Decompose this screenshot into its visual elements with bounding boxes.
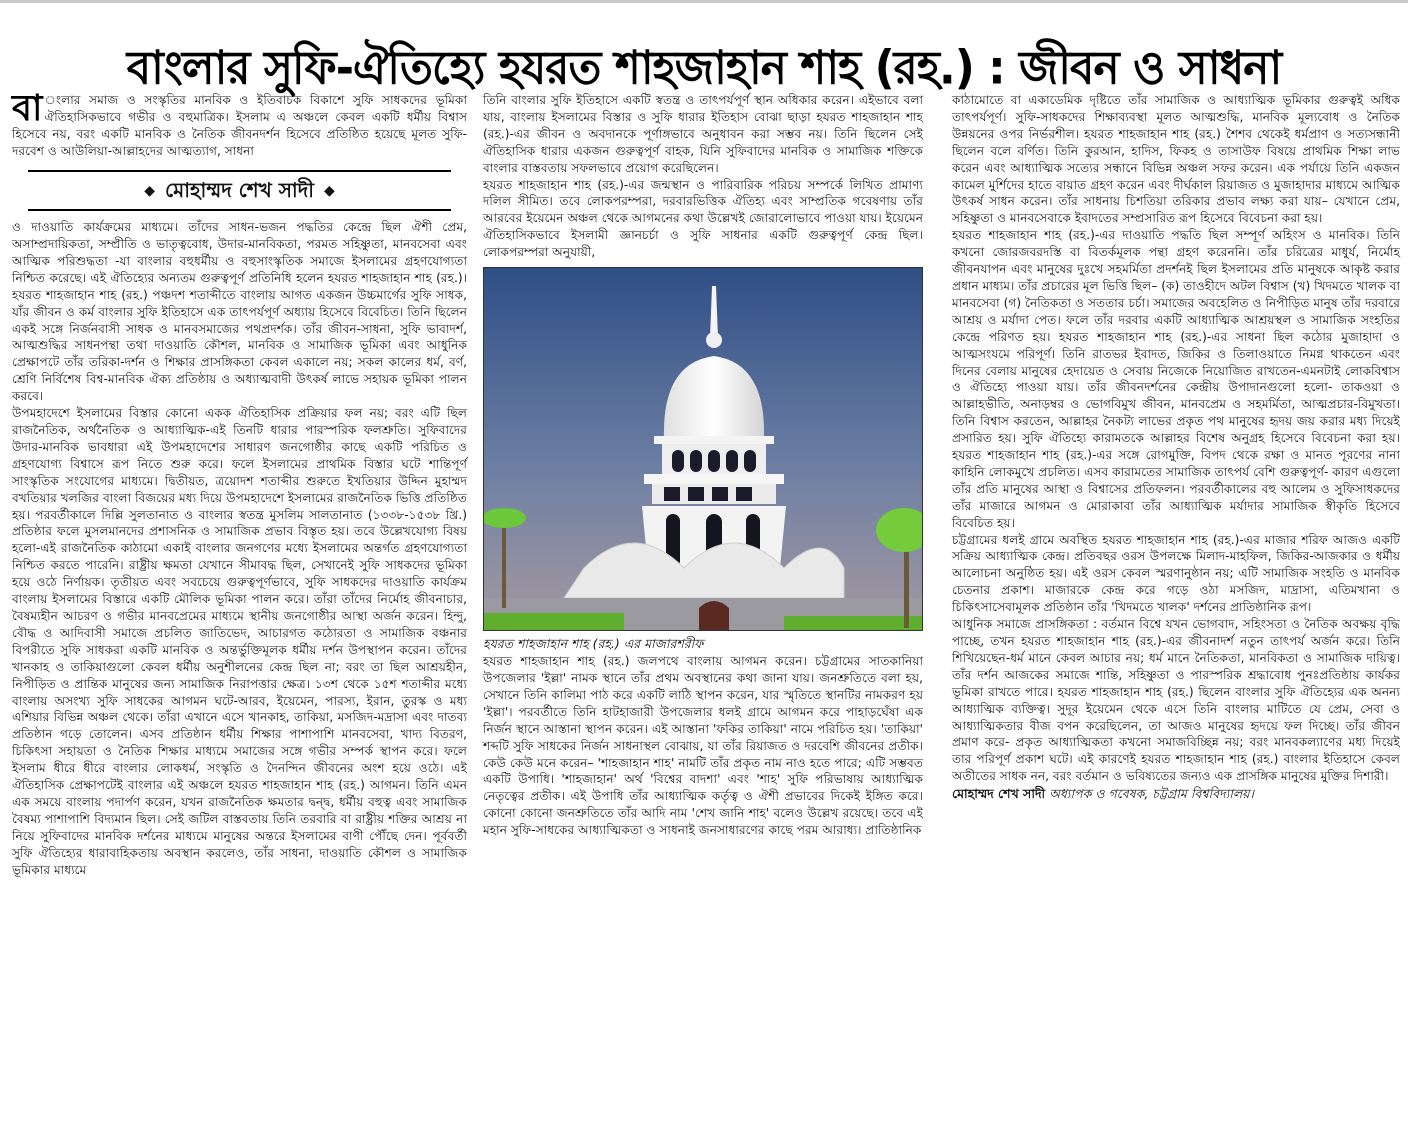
photo-caption: হযরত শাহজাহান শাহ (রহ.) এর মাজারশরীফ: [483, 636, 704, 652]
author-signature: [952, 785, 1400, 803]
body-paragraph: চট্টগ্রামের ধলই গ্রামে অবস্থিত হযরত শাহজাহান শাহ (রহ.)-এর মাজার শরিফ আজও একটি সক্রিয় আধ্যাত্মিক কেন্দ্র। প্রতিবছর ওরস উপলক্ষে মিলাদ-মাহফিল, জিকির-আজকার ও ধর্মীয় আলোচনা অনুষ্ঠিত হয়। এই ওরস কেবল স্মরণানুষ্ঠান নয়; এটি সামাজিক সংহতি ও মানবিক চেতনার প্রকাশ। মাজারকে কেন্দ্র করে গড়ে ওঠা মসজিদ, মাদ্রাসা, এতিমখানা ও চিকিৎসাসেবামূলক প্রতিষ্ঠান তাঁর 'খিদমতে খালক' দর্শনের প্রাতিষ্ঠানিক রূপ।: [952, 532, 1400, 615]
body-paragraph: আধুনিক সমাজে প্রাসঙ্গিকতা : বর্তমান বিশ্বে যখন ভোগবাদ, সহিংসতা ও নৈতিক অবক্ষয় বৃদ্ধি পাচ্ছে, তখন হযরত শাহজাহান শাহ (রহ.)-এর জীবনাদর্শ নতুন তাৎপর্য অর্জন করে। তিনি শিখিয়েছেন-ধর্ম মানে কেবল আচার নয়; ধর্ম মানে নৈতিকতা, মানবিকতা ও সামাজিক দায়িত্ব। তাঁর দর্শন আজকের সমাজে শান্তি, সহিষ্ণুতা ও পারস্পরিক শ্রদ্ধাবোধ পুনঃপ্রতিষ্ঠায় কার্যকর ভূমিকা রাখতে পারে। হযরত শাহজাহান শাহ (রহ.) ছিলেন বাংলার সুফি ঐতিহ্যের এক অনন্য আধ্যাত্মিক ব্যক্তিত্ব। সুদূর ইয়েমেন থেকে এসে তিনি বাংলার মাটিতে যে প্রেম, সেবা ও আধ্যাত্মিকতার বীজ বপন করেছিলেন, তা আজও মানুষের হৃদয়ে ফল দিচ্ছে। তাঁর জীবন প্রমাণ করে- প্রকৃত আধ্যাত্মিকতা কখনো সমাজবিচ্ছিন্ন নয়; বরং মানবকল্যাণের মধ্য দিয়েই তার পরিপূর্ণ প্রকাশ ঘটে। এই কারণেই হযরত শাহজাহান শাহ (রহ.) বাংলার ইতিহাসে কেবল অতীতের সাধক নন, বরং বর্তমান ও ভবিষ্যতের জন্যও এক প্রাসঙ্গিক মানুষের মুক্তির দিশারী।: [952, 617, 1400, 784]
diamond-ornament-icon: ◆: [144, 183, 156, 200]
article-column-3: [952, 92, 1400, 803]
lawn: [484, 613, 624, 631]
article-column-2: [483, 92, 923, 839]
mazar-illustration: [484, 268, 923, 631]
top-border: [0, 0, 1408, 3]
entrance-door: [699, 601, 729, 631]
body-paragraph: উপমহাদেশে ইসলামের বিস্তার কোনো একক ঐতিহাসিক প্রক্রিয়ার ফল নয়; বরং এটি ছিল রাজনৈতিক, অর্থনৈতিক ও আধ্যাত্মিক-এই তিনটি ধারার পারস্পরিক ফলশ্রুতি। সুফিবাদের উদার-মানবিক ভাবধারা এই উপমহাদেশের সাধারণ জনগোষ্ঠীর কাছে একটি পরিচিত ও গ্রহণযোগ্য বিশ্বাসে রূপ নিতে শুরু করে। ফলে ইসলামের প্রাথমিক বিস্তার ঘটে শান্তিপূর্ণ সাংস্কৃতিক সংযোগের মাধ্যমে। দ্বিতীয়ত, ত্রয়োদশ শতাব্দীর শুরুতে ইখতিয়ার উদ্দিন মুহাম্মদ বখতিয়ার খলজির বাংলা বিজয়ের মধ্য দিয়ে উপমহাদেশে ইসলামের রাজনৈতিক ভিত্তি প্রতিষ্ঠিত হয়। পরবর্তীকালে দিল্লি সুলতানাত ও বাংলার স্বতন্ত্র মুসলিম সালতানাত (১৩৩৮-১৫৩৮ খ্রি.) প্রতিষ্ঠার ফলে মুসলমানদের প্রশাসনিক ও সামাজিক প্রভাব বিস্তৃত হয়। তবে উল্লেখযোগ্য বিষয় হলো-এই রাজনৈতিক কাঠামো একাই বাংলার জনগণের মধ্যে ইসলামের অন্তর্গত গ্রহণযোগ্যতা নিশ্চিত করতে পারেনি। রাষ্ট্রীয় ক্ষমতা যেখানে সীমাবদ্ধ ছিল, সেখানেই সুফি সাধকদের ভূমিকা হয়ে ওঠে নির্ণায়ক। তৃতীয়ত এবং সবচেয়ে গুরুত্বপূর্ণভাবে, সুফি সাধকদের দাওয়াতি কার্যক্রম বাংলায় ইসলামের বিস্তারে একটি মৌলিক ভূমিকা পালন করে। তাঁরা তাঁদের নির্মোহ জীবনাচার, বৈষম্যহীন আচরণ ও গভীর মানবপ্রেমের মাধ্যমে স্থানীয় জনগোষ্ঠীর আস্থা অর্জন করেন। হিন্দু, বৌদ্ধ ও আদিবাসী সমাজে প্রচলিত জাতিভেদ, আচারগত কঠোরতা ও সামাজিক বঞ্চনার বিপরীতে সুফি সাধকরা একটি মানবিক ও অন্তর্ভুক্তিমূলক ধর্মীয় দর্শন উপস্থাপন করেন। তাঁদের খানকাহ ও তাকিয়াগুলো কেবল ধর্মীয় অনুশীলনের কেন্দ্র ছিল না; বরং তা ছিল আশ্রয়হীন, নিপীড়িত ও প্রান্তিক মানুষের জন্য সামাজিক নিরাপত্তার ক্ষেত্র। ১৩শ থেকে ১৫শ শতাব্দীর মধ্যে বাংলায় অসংখ্য সুফি সাধকের আগমন ঘটে-আরব, ইয়েমেন, পারস্য, ইরান, তুরস্ক ও মধ্য এশিয়ার বিভিন্ন অঞ্চল থেকে। তাঁরা এখানে এসে খানকাহ, তাকিয়া, মসজিদ-মদ্রাসা এবং দাতব্য প্রতিষ্ঠান গড়ে তোলেন। এসব প্রতিষ্ঠান ধর্মীয় শিক্ষার পাশাপাশি মানবসেবা, খাদ্য বিতরণ, চিকিৎসা সহায়তা ও নৈতিক শিক্ষার মাধ্যমে সমাজের সঙ্গে গভীর সম্পর্ক স্থাপন করে। ফলে ইসলাম ধীরে ধীরে বাংলার লোকধর্ম, সংস্কৃতি ও দৈনন্দিন জীবনের অংশ হয়ে ওঠে। এই ঐতিহাসিক প্রেক্ষাপটেই বাংলার এই অঞ্চলে হযরত শাহজাহান শাহ (রহ.) আগমন। তিনি এমন এক সময়ে বাংলায় পদার্পণ করেন, যখন রাজনৈতিক ক্ষমতার দ্বন্দ্ব, ধর্মীয় বহুত্ব এবং সামাজিক বৈষম্য পাশাপাশি বিদ্যমান ছিল। সেই জটিল বাস্তবতায় তিনি তরবারি বা রাষ্ট্রীয় শক্তির আশ্রয় না নিয়ে সুফিবাদের মানবিক দর্শনের মাধ্যমে মানুষের অন্তরে ইসলামের বাণী পৌঁছে দেন। পূর্ববর্তী সুফি ঐতিহ্যের ধারাবাহিকতায় অবস্থান করলেও, তাঁর সাধনা, দাওয়াতি কৌশল ও সামাজিক ভূমিকার মাধ্যমে: [12, 406, 467, 877]
diamond-ornament-icon: ◆: [323, 183, 335, 200]
palm-tree: [484, 508, 526, 528]
body-paragraph: হযরত শাহজাহান শাহ (রহ.)-এর জন্মস্থান ও পারিবারিক পরিচয় সম্পর্কে লিখিত প্রামাণ্য দলিল সীমিত। তবে লোকপরম্পরা, দরবারভিত্তিক ঐতিহ্য এবং সাম্প্রতিক গবেষণায় তাঁর আরবের ইয়েমেন অঞ্চল থেকে আগমনের কথা উল্লেখই জোরালোভাবে পাওয়া যায়। ইয়েমেন ঐতিহাসিকভাবে ইসলামী জ্ঞানচর্চা ও সুফি সাধনার একটি গুরুত্বপূর্ণ কেন্দ্র ছিল। লোকপরম্পরা অনুযায়ী,: [483, 177, 923, 260]
article-column-1: [12, 88, 467, 878]
author-byline: [28, 170, 451, 212]
body-paragraph: তিনি বাংলার সুফি ইতিহাসে একটি স্বতন্ত্র ও তাৎপর্যপূর্ণ স্থান অধিকার করেন। এইভাবে বলা যায়, বাংলায় ইসলামের বিস্তার ও সুফি ধারার ইতিহাস বোঝা ছাড়া হযরত শাহজাহান শাহ (রহ.)-এর জীবন ও অবদানকে পূর্ণাঙ্গভাবে অনুধাবন করা সম্ভব নয়। তিনি ছিলেন সেই ঐতিহাসিক ধারার একজন গুরুত্বপূর্ণ বাহক, যিনি সুফিবাদের মানবিক ও সামাজিক শক্তিকে বাংলার বাস্তবতায় সফলভাবে প্রয়োগ করেছিলেন।: [483, 93, 923, 175]
spire-finial: [706, 332, 722, 348]
intro-text: ংলার সমাজ ও সংস্কৃতির মানবিক ও ইতিবাচক বিকাশে সুফি সাধকদের ভূমিকা ঐতিহাসিকভাবে গভীর ও বহুমাত্রিক। ইসলাম এ অঞ্চলে কেবল একটি ধর্মীয় বিশ্বাস হিসেবে নয়, বরং একটি মানবিক ও নৈতিক জীবনদর্শন হিসেবে প্রতিষ্ঠিত হয়েছে মূলত সুফি-দরবেশ ও আউলিয়া-আল্লাহদের আত্মত্যাগ, সাধনা: [12, 93, 467, 158]
signature-role: অধ্যাপক ও গবেষক, চট্টগ্রাম বিশ্ববিদ্যালয়।: [1049, 786, 1254, 802]
body-paragraph: কাঠামোতে বা একাডেমিক দৃষ্টিতে তাঁর সামাজিক ও আধ্যাত্মিক ভূমিকার গুরুত্বই অধিক তাৎপর্যপূর্ণ। সুফি-সাধকদের শিক্ষাব্যবস্থা মূলত আত্মশুদ্ধি, মানবিক মূল্যবোধ ও নৈতিক উন্নয়নের ওপর নির্ভরশীল। হযরত শাহজাহান শাহ (রহ.) শৈশব থেকেই ধর্মপ্রাণ ও সত্যসন্ধানী ছিলেন বলে বর্ণিত। তিনি কুরআন, হাদিস, ফিকহ ও তাসাউফ বিষয়ে প্রাথমিক শিক্ষা লাভ করেন এবং আধ্যাত্মিক সত্যের সন্ধানে বিভিন্ন অঞ্চল সফর করেন। এক পর্যায়ে তিনি একজন কামেল মুর্শিদের হাতে বায়াত গ্রহণ করেন এবং দীর্ঘকাল রিয়াজত ও মুজাহাদার মাধ্যমে আত্মিক উৎকর্ষ সাধন করেন। তাঁর সাধনায় চিশতিয়া তরিকার প্রভাব লক্ষ্য করা যায়– যেখানে প্রেম, সহিষ্ণুতা ও মানবসেবাকে ইবাদতের সম্প্রসারিত রূপ হিসেবে বিবেচনা করা হয়।: [952, 93, 1400, 226]
intro-paragraph: [12, 88, 467, 160]
mazar-photo: [483, 267, 923, 631]
body-paragraph: ও দাওয়াতি কার্যক্রমের মাধ্যমে। তাঁদের সাধন-ভজন পদ্ধতির কেন্দ্রে ছিল ঐশী প্রেম, অসাম্প্রদায়িকতা, সম্প্রীতি ও ভাতৃত্ববোধ, উদার-মানবিকতা, পরমত সহিষ্ণুতা, মানবসেবা এবং আত্মিক পরিশুদ্ধতা -যা বাংলার বহুধর্মীয় ও বহুসাংস্কৃতিক সমাজে ইসলামের গ্রহণযোগ্যতা নিশ্চিত করেছে। এই ঐতিহ্যের অন্যতম গুরুত্বপূর্ণ প্রতিনিধি হলেন হযরত শাহজাহান শাহ (রহ.)। হযরত শাহজাহান শাহ (রহ.) পঞ্চদশ শতাব্দীতে বাংলায় আগত একজন উচ্চমার্গের সুফি সাধক, যাঁর জীবন ও কর্ম বাংলার সুফি ইতিহাসে এক তাৎপর্যপূর্ণ অধ্যায় হিসেবে বিবেচিত। তিনি ছিলেন একই সঙ্গে নির্জনবাসী সাধক ও মানবসমাজের পথপ্রদর্শক। তাঁর জীবন-সাধনা, সুফি ভাবাদর্শ, আত্মশুদ্ধির সাধনপন্থা তথা দাওয়াতি কৌশল, মানবিক ও সামাজিক ভূমিকা এবং আধুনিক প্রেক্ষাপটে তাঁর তরিকা-দর্শন ও শিক্ষার প্রাসঙ্গিকতা কেবল একালে নয়; সকল কালের ধর্ম, বর্ণ, শ্রেণি নির্বিশেষ বিশ্ব-মানবিক ঐক্য প্রতিষ্ঠায় ও অধ্যাত্মবাদী উৎকর্ষ লাভে সহায়ক ভূমিকা পালন করবে।: [12, 220, 467, 404]
body-paragraph: হযরত শাহজাহান শাহ (রহ.) জলপথে বাংলায় আগমন করেন। চট্টগ্রামের সাতকানিয়া উপজেলার 'ইল্লা' নামক স্থানে তাঁর প্রথম অবস্থানের কথা জানা যায়। জনশ্রুতিতে বলা হয়, সেখানে তিনি কালিমা পাঠ করে একটি লাঠি স্থাপন করেন, যার স্মৃতিতে স্থানটির নামকরণ হয় 'ইল্লা'। পরবর্তীতে তিনি হাটহাজারী উপজেলার ধলই গ্রামে আগমন করে পাহাড়ঘেঁষা এক নির্জন স্থানে আস্তানা স্থাপন করেন। এই আস্তানা 'ফকির তাকিয়া' নামে পরিচিত হয়। 'তাকিয়া' শব্দটি সুফি সাধকের নির্জন সাধনাস্থল বোঝায়, যা তাঁর রিয়াজত ও দরবেশি জীবনের প্রতীক। কেউ কেউ মনে করেন– 'শাহজাহান শাহ' নামটি তাঁর প্রকৃত নাম নাও হতে পারে; এটি সম্ভবত একটি উপাধি। 'শাহজাহান' অর্থ 'বিশ্বের বাদশা' এবং 'শাহ' সুফি পরিভাষায় আধ্যাত্মিক নেতৃত্বের প্রতীক। এই উপাধি তাঁর আধ্যাত্মিক কর্তৃত্ব ও ঐশী প্রভাবের দিকেই ইঙ্গিত করে। কোনো কোনো জনশ্রুতিতে তাঁর আদি নাম 'শেখ জানি শাহ' বলেও উল্লেখ রয়েছে। তবে এই মহান সুফি-সাধকের আধ্যাত্মিকতা ও সাধনাই জনসাধারণের কাছে পরম আরাধ্য। প্রাতিষ্ঠানিক: [483, 654, 923, 838]
drop-cap: বা: [12, 88, 43, 129]
article-headline: বাংলার সুফি-ঐতিহ্যে হযরত শাহজাহান শাহ (রহ.) : জীবন ও সাধনা: [126, 42, 1282, 96]
signature-name: মোহাম্মদ শেখ সাদী: [952, 786, 1046, 802]
body-paragraph: হযরত শাহজাহান শাহ (রহ.)-এর দাওয়াতি পদ্ধতি ছিল সম্পূর্ণ অহিংস ও মানবিক। তিনি কখনো জোরজবরদস্তি বা বিতর্কমূলক পন্থা গ্রহণ করেননি। তাঁর চরিত্রের মাধুর্য, নির্মোহ জীবনযাপন এবং মানুষের দুঃখে সহমর্মিতা প্রদর্শনই ছিল ইসলামের প্রতি মানুষকে আকৃষ্ট করার প্রধান মাধ্যম। তাঁর প্রচারের মূল ভিত্তি ছিল– (ক) তাওহীদে অটল বিশ্বাস (খ) খিদমতে খালক বা মানবসেবা (গ) নৈতিকতা ও সততার চর্চা। সমাজের অবহেলিত ও নিপীড়িত মানুষ তাঁর দরবারে আশ্রয় ও মর্যাদা পেত। ফলে তাঁর দরবার একটি আধ্যাত্মিক আশ্রয়স্থল ও সামাজিক সংহতির কেন্দ্রে পরিণত হয়। হযরত শাহজাহান শাহ (রহ.)-এর সাধনা ছিল কঠোর মুজাহাদা ও আত্মসংযমে পরিপূর্ণ। তিনি রাতভর ইবাদত, জিকির ও তিলাওয়াতে নিমগ্ন থাকতেন এবং দিনের বেলায় মানুষের হেদায়েত ও সেবায় নিজেকে নিয়োজিত রাখতেন-এমনটাই লোকবিশ্বাস ও ঐতিহ্যে পাওয়া যায়। তাঁর জীবনদর্শনের কেন্দ্রীয় উপাদানগুলো হলো- তাকওয়া ও আল্লাহভীতি, অনাড়ম্বর ও ভোগবিমুখ জীবন, মানবপ্রেম ও সহমর্মিতা, আত্মপ্রচার-বিমুখতা। তিনি বিশ্বাস করতেন, আল্লাহর নৈকট্য লাভের প্রকৃত পথ মানুষের হৃদয় জয় করার মধ্য দিয়েই প্রসারিত হয়। সুফি ঐতিহ্যে কারামতকে আল্লাহর বিশেষ অনুগ্রহ হিসেবে বিবেচনা করা হয়। হযরত শাহজাহান শাহ (রহ.)-এর সঙ্গে রোগমুক্তি, বিপদ থেকে রক্ষা ও মানত পূরণের নানা কাহিনি লোকমুখে প্রচলিত। এসব কারামতের সামাজিক তাৎপর্য বেশি গুরুত্বপূর্ণ- কারণ এগুলো তাঁর প্রতি মানুষের আস্থা ও বিশ্বাসের প্রতিফলন। পরবর্তীকালের বহু আলেম ও সুফিসাধকদের তাঁর মাজারে আগমন ও মোরাকাবা তাঁর আধ্যাত্মিক মর্যাদার সামাজিক স্বীকৃতি হিসেবে বিবেচিত হয়।: [952, 228, 1400, 530]
author-name: মোহাম্মদ শেখ সাদী: [165, 177, 314, 202]
